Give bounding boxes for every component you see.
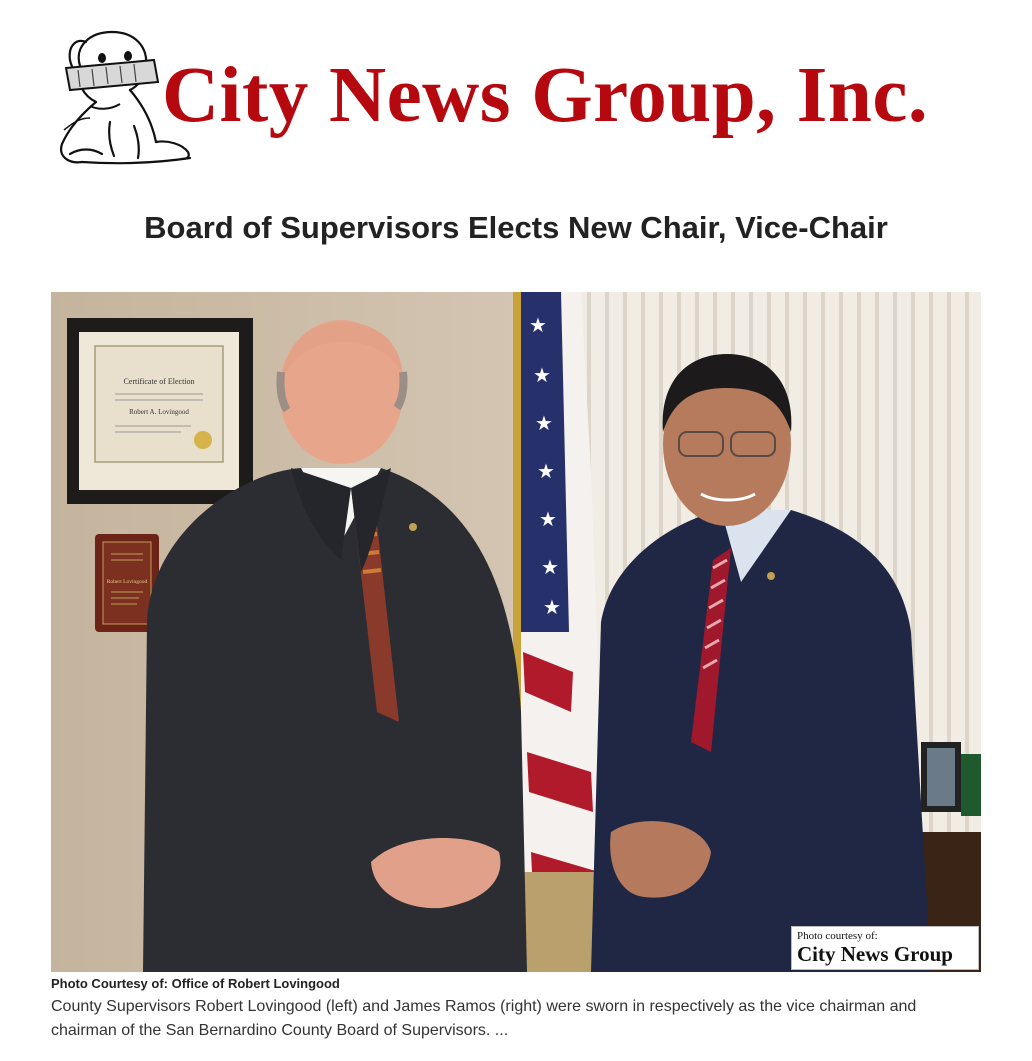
photo-watermark <box>791 926 979 970</box>
article-headline: Board of Supervisors Elects New Chair, Vice-Chair <box>144 210 888 245</box>
photo-caption: County Supervisors Robert Lovingood (left) and James Ramos (right) were sworn in respectively as the vice chairman and chairman of the San Bernardino County Board of Supervisors. ... <box>51 998 917 1039</box>
framed-certificate <box>67 318 253 504</box>
svg-text:★: ★ <box>533 363 551 387</box>
article-photo <box>51 292 981 972</box>
svg-text:★: ★ <box>537 459 555 483</box>
svg-text:★: ★ <box>541 555 559 579</box>
certificate-name: Robert A. Lovingood <box>129 408 189 416</box>
svg-text:★: ★ <box>535 411 553 435</box>
certificate-title: Certificate of Election <box>123 377 195 386</box>
svg-text:★: ★ <box>539 507 557 531</box>
svg-text:★: ★ <box>543 595 561 619</box>
plaque-name: Robert Lovingood <box>106 579 148 585</box>
photo-credit: Photo Courtesy of: Office of Robert Lovingood <box>51 976 340 991</box>
masthead <box>50 26 980 174</box>
photo-scene <box>51 292 981 972</box>
publication-name: City News Group, Inc. <box>162 52 929 139</box>
svg-text:★: ★ <box>529 313 547 337</box>
watermark-brand-text: City News Group <box>797 942 953 966</box>
watermark-small-text: Photo courtesy of: <box>797 930 878 942</box>
